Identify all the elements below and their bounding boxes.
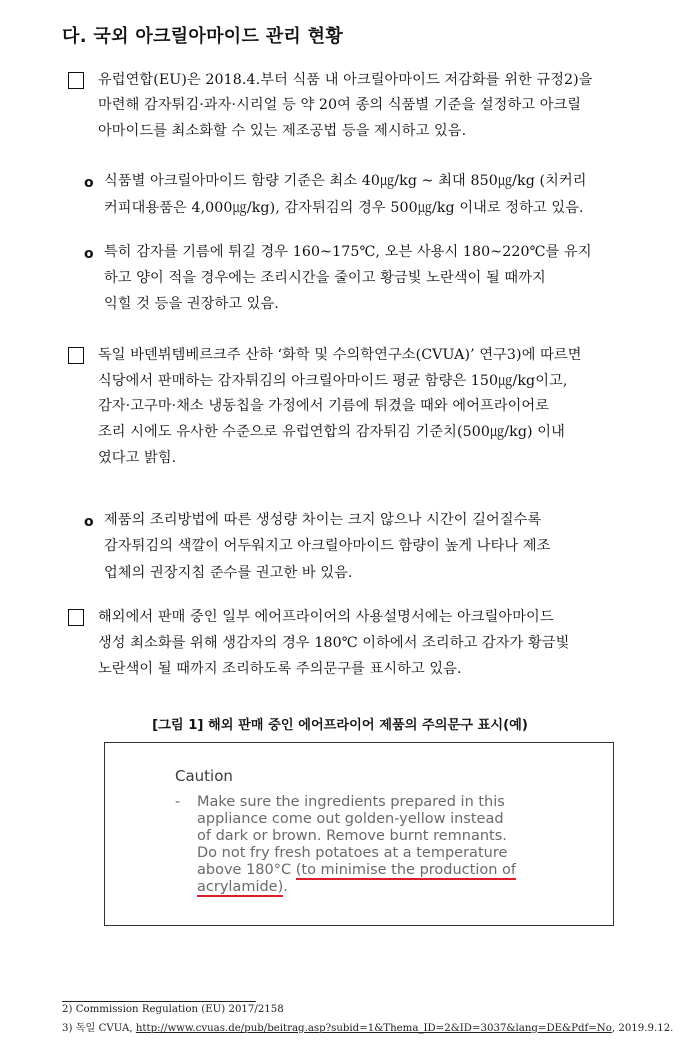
- figure-caption: [그림 1] 해외 판매 중인 에어프라이어 제품의 주의문구 표시(예): [152, 718, 528, 733]
- circle-bullet-icon: o: [84, 246, 94, 262]
- text-line: 생성 최소화를 위해 생감자의 경우 180℃ 이하에서 조리하고 감자가 황금빛: [98, 635, 570, 651]
- text-line: 익힐 것 등을 권장하고 있음.: [104, 296, 279, 312]
- underlined-warning: (to minimise the production of: [295, 862, 517, 878]
- footnote-text: 3) 독일 CVUA,: [62, 1023, 136, 1034]
- circle-bullet-icon: o: [84, 175, 94, 191]
- caution-line: Do not fry fresh potatoes at a temperature: [197, 845, 508, 861]
- text-line: 마련해 감자튀김·과자·시리얼 등 약 20여 종의 식품별 기준을 설정하고 아크릴: [98, 97, 582, 113]
- footnote-text: , 2019.9.12.: [611, 1023, 674, 1034]
- caution-text: above 180°C: [197, 862, 296, 878]
- text-line: 였다고 밝힘.: [98, 450, 177, 466]
- caution-line: [197, 862, 516, 879]
- caution-title: Caution: [175, 767, 233, 785]
- footnote-divider: [62, 1001, 256, 1002]
- text-line: 감자튀김의 색깔이 어두워지고 아크릴아마이드 함량이 높게 나타나 제조: [104, 538, 551, 554]
- text-line: 제품의 조리방법에 따른 생성량 차이는 크지 않으나 시간이 길어질수록: [104, 512, 542, 528]
- section-heading: 다. 국외 아크릴아마이드 관리 현황: [62, 26, 344, 47]
- text-line: 조리 시에도 유사한 수준으로 유럽연합의 감자튀김 기준치(500㎍/kg) 이내: [98, 424, 565, 440]
- text-line: 유럽연합(EU)은 2018.4.부터 식품 내 아크릴아마이드 저감화를 위한 규정2)을: [98, 72, 593, 88]
- text-line: 특히 감자를 기름에 튀길 경우 160~175℃, 오븐 사용시 180~220℃를 유지: [104, 244, 592, 260]
- square-bullet-icon: [68, 347, 84, 364]
- footnote-2: 2) Commission Regulation (EU) 2017/2158: [62, 1004, 284, 1015]
- text-line: 노란색이 될 때까지 조리하도록 주의문구를 표시하고 있음.: [98, 661, 462, 677]
- square-bullet-icon: [68, 72, 84, 89]
- text-line: 식당에서 판매하는 감자튀김의 아크릴아마이드 평균 함량은 150㎍/kg이고,: [98, 373, 568, 389]
- text-line: 커피대용품은 4,000㎍/kg), 감자튀김의 경우 500㎍/kg 이내로 정하고 있음.: [104, 200, 584, 216]
- dash-bullet: -: [175, 794, 181, 810]
- caution-line: appliance come out golden-yellow instead: [197, 811, 504, 827]
- text-line: 독일 바덴뷔템베르크주 산하 ‘화학 및 수의학연구소(CVUA)’ 연구3)에 따르면: [98, 347, 582, 363]
- text-line: 하고 양이 적을 경우에는 조리시간을 줄이고 황금빛 노란색이 될 때까지: [104, 270, 546, 286]
- caution-text: .: [283, 879, 288, 895]
- footnote-3: [62, 1019, 673, 1034]
- underlined-warning: acrylamide): [197, 879, 284, 895]
- caution-figure: [104, 742, 614, 926]
- caution-line: [197, 879, 288, 896]
- text-line: 감자·고구마·채소 냉동칩을 가정에서 기름에 튀겼을 때와 에어프라이어로: [98, 398, 550, 414]
- caution-line: Make sure the ingredients prepared in this: [197, 794, 505, 810]
- text-line: 해외에서 판매 중인 일부 에어프라이어의 사용설명서에는 아크릴아마이드: [98, 609, 554, 625]
- square-bullet-icon: [68, 609, 84, 626]
- caution-line: of dark or brown. Remove burnt remnants.: [197, 828, 507, 844]
- text-line: 아마이드를 최소화할 수 있는 제조공법 등을 제시하고 있음.: [98, 123, 467, 139]
- text-line: 업체의 권장지침 준수를 권고한 바 있음.: [104, 565, 353, 581]
- circle-bullet-icon: o: [84, 514, 94, 530]
- footnote-link[interactable]: http://www.cvuas.de/pub/beitrag.asp?subid=1&Thema_ID=2&ID=3037&lang=DE&Pdf=No: [135, 1023, 612, 1034]
- text-line: 식품별 아크릴아마이드 함량 기준은 최소 40㎍/kg ~ 최대 850㎍/kg (치커리: [104, 173, 587, 189]
